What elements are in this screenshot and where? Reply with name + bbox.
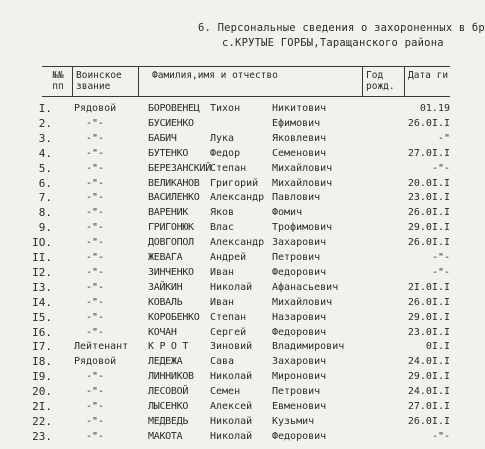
- row-first-name: Сава: [210, 356, 235, 368]
- table-row: [0, 429, 450, 444]
- row-rank: -"-: [86, 415, 105, 427]
- row-patronymic: Федорович: [272, 430, 327, 442]
- row-number: II.: [32, 251, 52, 264]
- row-patronymic: Михайлович: [272, 177, 333, 189]
- row-date: 26.0I.I: [407, 207, 450, 219]
- row-rank: -"-: [86, 281, 105, 293]
- row-surname: БАБИЧ: [148, 132, 177, 144]
- row-date: 23.0I.I: [407, 192, 450, 204]
- row-rank: -"-: [86, 266, 105, 278]
- row-surname: ЛЕДЕЖА: [148, 356, 183, 368]
- row-date: -"-: [431, 266, 450, 278]
- row-number: 5.: [38, 161, 52, 175]
- row-first-name: Влас: [210, 222, 235, 234]
- row-number: 4.: [38, 146, 52, 160]
- row-patronymic: Павлович: [272, 192, 321, 204]
- row-first-name: Тихон: [210, 103, 241, 114]
- table-row: [0, 205, 450, 220]
- row-first-name: Яков: [210, 207, 235, 219]
- row-rank: -"-: [86, 147, 105, 159]
- table-row: [0, 161, 450, 176]
- row-surname: ЛИННИКОВ: [148, 371, 194, 383]
- row-number: I7.: [32, 340, 52, 354]
- row-surname: ЛЫСЕНКО: [148, 401, 189, 412]
- row-number: 3.: [38, 131, 52, 145]
- row-rank: -"-: [86, 386, 105, 398]
- row-rank: -"-: [86, 177, 105, 189]
- row-number: 23.: [32, 429, 52, 443]
- row-rank: -"-: [86, 326, 105, 338]
- row-number: I6.: [32, 325, 52, 339]
- row-date: 2I.0I.I: [407, 281, 450, 293]
- row-surname: МАКОТА: [148, 430, 183, 442]
- table-row: [0, 101, 450, 116]
- row-first-name: Сергей: [210, 326, 247, 338]
- table-row: [0, 176, 450, 191]
- table-row: [0, 295, 450, 310]
- row-patronymic: Петрович: [272, 252, 321, 263]
- table-row: [0, 325, 450, 340]
- column-header-date: Дата ги: [408, 70, 449, 81]
- row-rank: -"-: [86, 192, 105, 204]
- row-number: 22.: [32, 414, 52, 428]
- column-header-fio: Фамилия,имя и отчество: [152, 70, 278, 81]
- row-date: -"-: [431, 430, 450, 442]
- table-header-rule: [42, 96, 450, 97]
- row-first-name: Григорий: [210, 177, 259, 189]
- row-rank: -"-: [86, 252, 105, 263]
- row-number: I5.: [32, 310, 52, 324]
- row-surname: КОЧАН: [148, 326, 177, 338]
- table-row: [0, 220, 450, 235]
- row-surname: ВЕЛИКАНОВ: [148, 177, 200, 189]
- row-number: I.: [38, 102, 52, 115]
- table-row: [0, 265, 450, 280]
- row-first-name: Николай: [210, 430, 253, 442]
- table-row: [0, 116, 450, 131]
- row-date: 29.0I.I: [407, 311, 450, 323]
- column-divider: [138, 66, 139, 96]
- row-surname: КОВАЛЬ: [148, 296, 183, 308]
- row-first-name: Лука: [210, 132, 235, 144]
- row-surname: К Р О Т: [148, 341, 189, 353]
- row-patronymic: Афанасьевич: [272, 281, 339, 293]
- row-first-name: Иван: [210, 296, 235, 308]
- row-first-name: Николай: [210, 281, 253, 293]
- row-rank: -"-: [86, 401, 105, 412]
- table-row: [0, 235, 450, 250]
- column-divider: [362, 66, 363, 96]
- row-surname: ВАРЕНИК: [148, 207, 189, 219]
- row-patronymic: Никитович: [272, 103, 327, 114]
- row-first-name: Семен: [210, 386, 241, 398]
- column-header-rank: Воинское звание: [76, 70, 122, 92]
- row-rank: -"-: [86, 430, 105, 442]
- row-patronymic: Ефимович: [272, 117, 321, 129]
- table-row: [0, 369, 450, 384]
- row-rank: -"-: [86, 117, 105, 129]
- row-first-name: Зиновий: [210, 341, 253, 353]
- column-header-year: Год рожд.: [366, 70, 395, 92]
- row-first-name: Федор: [210, 147, 241, 159]
- row-rank: -"-: [86, 162, 105, 174]
- row-patronymic: Петрович: [272, 386, 321, 398]
- row-surname: ЖЕВАГА: [148, 252, 183, 263]
- row-date: 27.0I.I: [407, 147, 450, 159]
- row-patronymic: Захарович: [272, 356, 327, 368]
- document-title: 6. Персональные сведения о захороненных в бр: [198, 22, 485, 34]
- table-row: [0, 414, 450, 429]
- row-surname: ДОВГОПОЛ: [148, 237, 194, 249]
- row-surname: БОРОВЕНЕЦ: [148, 103, 200, 114]
- column-header-num: №№ пп: [52, 70, 64, 92]
- row-date: 23.0I.I: [407, 326, 450, 338]
- row-first-name: Александр: [210, 192, 265, 204]
- table-row: [0, 131, 450, 146]
- row-rank: -"-: [86, 296, 105, 308]
- row-surname: ЛЕСОВОЙ: [148, 386, 189, 398]
- row-date: -"-: [431, 252, 450, 263]
- column-divider: [404, 66, 405, 96]
- row-date: 20.0I.I: [407, 177, 450, 189]
- row-rank: -"-: [86, 371, 105, 383]
- row-date: 27.0I.I: [407, 401, 450, 412]
- row-date: 26.0I.I: [407, 237, 450, 249]
- row-surname: ЗАЙКИН: [148, 281, 183, 293]
- row-rank: -"-: [86, 311, 105, 323]
- row-rank: -"-: [86, 222, 105, 234]
- row-rank: Рядовой: [74, 356, 117, 368]
- row-first-name: Александр: [210, 237, 265, 249]
- table-row: [0, 339, 450, 354]
- row-rank: -"-: [86, 237, 105, 249]
- row-number: I9.: [32, 370, 52, 384]
- table-row: [0, 384, 450, 399]
- table-row: [0, 310, 450, 325]
- row-number: 6.: [38, 176, 52, 190]
- column-divider: [72, 66, 73, 96]
- row-patronymic: Яковлевич: [272, 132, 327, 144]
- row-date: 26.0I.I: [407, 296, 450, 308]
- row-patronymic: Федорович: [272, 266, 327, 278]
- row-number: I2.: [32, 265, 52, 279]
- row-patronymic: Трофимович: [272, 222, 333, 234]
- row-patronymic: Семенович: [272, 147, 327, 159]
- row-patronymic: Федорович: [272, 326, 327, 338]
- row-patronymic: Миронович: [272, 371, 327, 383]
- row-date: 0I.I: [425, 341, 450, 353]
- row-number: 2I.: [32, 400, 52, 413]
- row-first-name: Николай: [210, 415, 253, 427]
- row-surname: ГРИГОНЮК: [148, 222, 194, 234]
- row-number: 9.: [38, 221, 52, 235]
- document-subtitle: с.КРУТЫЕ ГОРБЫ,Таращанского района: [222, 37, 444, 49]
- table-row: [0, 399, 450, 414]
- row-number: 7.: [38, 191, 52, 205]
- row-surname: КОРОБЕНКО: [148, 311, 200, 323]
- table-row: [0, 250, 450, 265]
- row-patronymic: Назарович: [272, 311, 327, 323]
- row-first-name: Иван: [210, 266, 235, 278]
- row-number: IO.: [32, 236, 52, 250]
- row-number: 20.: [32, 385, 52, 399]
- table-row: [0, 354, 450, 369]
- row-number: 2.: [38, 116, 52, 130]
- row-first-name: Степан: [210, 162, 247, 174]
- row-rank: Лейтенант: [74, 341, 129, 353]
- row-date: 26.0I.I: [407, 117, 450, 129]
- row-date: -": [437, 132, 450, 144]
- row-patronymic: Евменович: [272, 401, 327, 412]
- row-surname: БУСИЕНКО: [148, 117, 194, 129]
- row-patronymic: Михайлович: [272, 162, 333, 174]
- row-number: 8.: [38, 206, 52, 220]
- row-surname: БУТЕНКО: [148, 147, 189, 159]
- row-number: I4.: [32, 295, 52, 309]
- row-first-name: Степан: [210, 311, 247, 323]
- table-row: [0, 190, 450, 205]
- row-surname: ВАСИЛЕНКО: [148, 192, 200, 204]
- row-rank: -"-: [86, 132, 105, 144]
- row-date: 01.19: [419, 103, 450, 114]
- row-surname: ЗИНЧЕНКО: [148, 266, 194, 278]
- table-top-rule: [42, 66, 450, 67]
- row-rank: -"-: [86, 207, 105, 219]
- row-date: 24.0I.I: [407, 356, 450, 368]
- row-first-name: Николай: [210, 371, 253, 383]
- row-patronymic: Владимирович: [272, 341, 345, 353]
- row-patronymic: Кузьмич: [272, 415, 315, 427]
- row-date: 24.0I.I: [407, 386, 450, 398]
- row-patronymic: Захарович: [272, 237, 327, 249]
- row-number: I3.: [32, 280, 52, 294]
- row-surname: БЕРЕЗАНСКИЙ: [148, 162, 211, 174]
- row-first-name: Алексей: [210, 401, 253, 412]
- table-row: [0, 146, 450, 161]
- row-number: I8.: [32, 355, 52, 369]
- row-first-name: Андрей: [210, 252, 247, 263]
- row-rank: Рядовой: [74, 103, 117, 114]
- row-date: 29.0I.I: [407, 371, 450, 383]
- table-row: [0, 280, 450, 295]
- row-patronymic: Михайлович: [272, 296, 333, 308]
- row-patronymic: Фомич: [272, 207, 303, 219]
- row-date: 26.0I.I: [407, 415, 450, 427]
- row-date: -"-: [431, 162, 450, 174]
- row-date: 29.0I.I: [407, 222, 450, 234]
- row-surname: МЕДВЕДЬ: [148, 415, 189, 427]
